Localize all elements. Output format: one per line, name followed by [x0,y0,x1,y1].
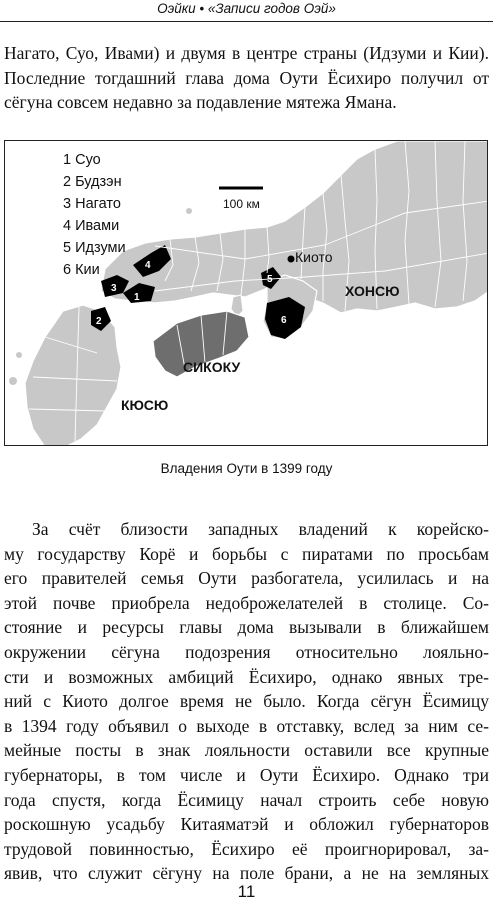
small-island [9,377,17,385]
province-number: 3 [111,283,117,294]
figure-caption: Владения Оути в 1399 году [160,461,333,476]
kyushu-landmass [25,305,121,446]
kyushu-label: КЮСЮ [121,397,169,413]
paragraph-top [4,41,489,115]
text-line: его правителей семья Оути разбогатела, усилилась и на [4,568,489,589]
scale-label: 100 км [223,197,260,211]
text-line: года спустя, когда Ёсимицу начал строить себе новую [4,789,489,810]
text-line: му государству Корё и борьбы с пиратами по просьбам [4,543,489,564]
header-divider [0,21,493,22]
text-line: За счёт близости западных владений к корейско- [32,519,489,539]
small-island [16,352,22,358]
text-line: сёгуна совсем недавно за подавление мятежа Ямана. [4,92,397,113]
text-line: сти и возможных амбиций Ёсихиро, однако явных тре- [4,666,489,687]
legend-item: 1 Суо [63,152,101,168]
shikoku-label: СИКОКУ [183,359,241,375]
text-line: губернаторы, в том числе и Оути Ёсихиро. Однако три [4,764,489,785]
text-line: окружении сёгуна подозрения относительно лояльно- [4,641,489,662]
running-header: Оэйки • «Записи годов Оэй» [157,1,336,16]
text-line: стояние и ресурсы главы дома вызывали в ближайшем [4,617,489,638]
paragraph-main [4,517,489,886]
province-number: 5 [267,274,273,285]
text-line: этой почве приобрела недоброжелателей в столице. Со- [4,592,489,613]
small-island [186,208,192,214]
legend-item: 3 Нагато [63,196,121,212]
text-line: мейные посты в знак лояльности оставили все крупные [4,740,489,761]
province-number: 2 [96,316,102,327]
legend-item: 5 Идзуми [63,240,126,256]
text-line: роскошную усадьбу Китаяматэй и обложил губернаторов [4,814,489,835]
text-line: явив, что служит сёгуну на поле брани, а не на земляных [4,863,489,884]
province-number: 1 [134,292,140,303]
province-number: 4 [145,260,151,271]
page-number: 11 [237,882,256,901]
province-number: 6 [281,315,287,326]
map-figure [4,140,488,446]
legend-item: 4 Ивами [63,218,120,234]
kyoto-label: Киото [295,249,333,265]
text-line: Последние тогдашний глава дома Оути Ёсихиро получил от [4,67,489,88]
map-legend [63,149,126,281]
honshu-label: ХОНСЮ [345,283,400,299]
text-line: в 1394 году объявил о выходе в отставку, вслед за ним се- [4,715,489,736]
kyoto-marker [288,256,295,263]
text-line: Нагато, Суо, Ивами) и двумя в центре страны (Идзуми и Кии). [4,43,489,63]
text-line: трудовой повинностью, Ёсихиро её проигнорировал, за- [4,838,489,859]
legend-item: 6 Кии [63,262,100,278]
text-line: ний с Киото долгое время не было. Когда сёгун Ёсимицу [4,691,489,712]
legend-item: 2 Будзэн [63,174,122,190]
